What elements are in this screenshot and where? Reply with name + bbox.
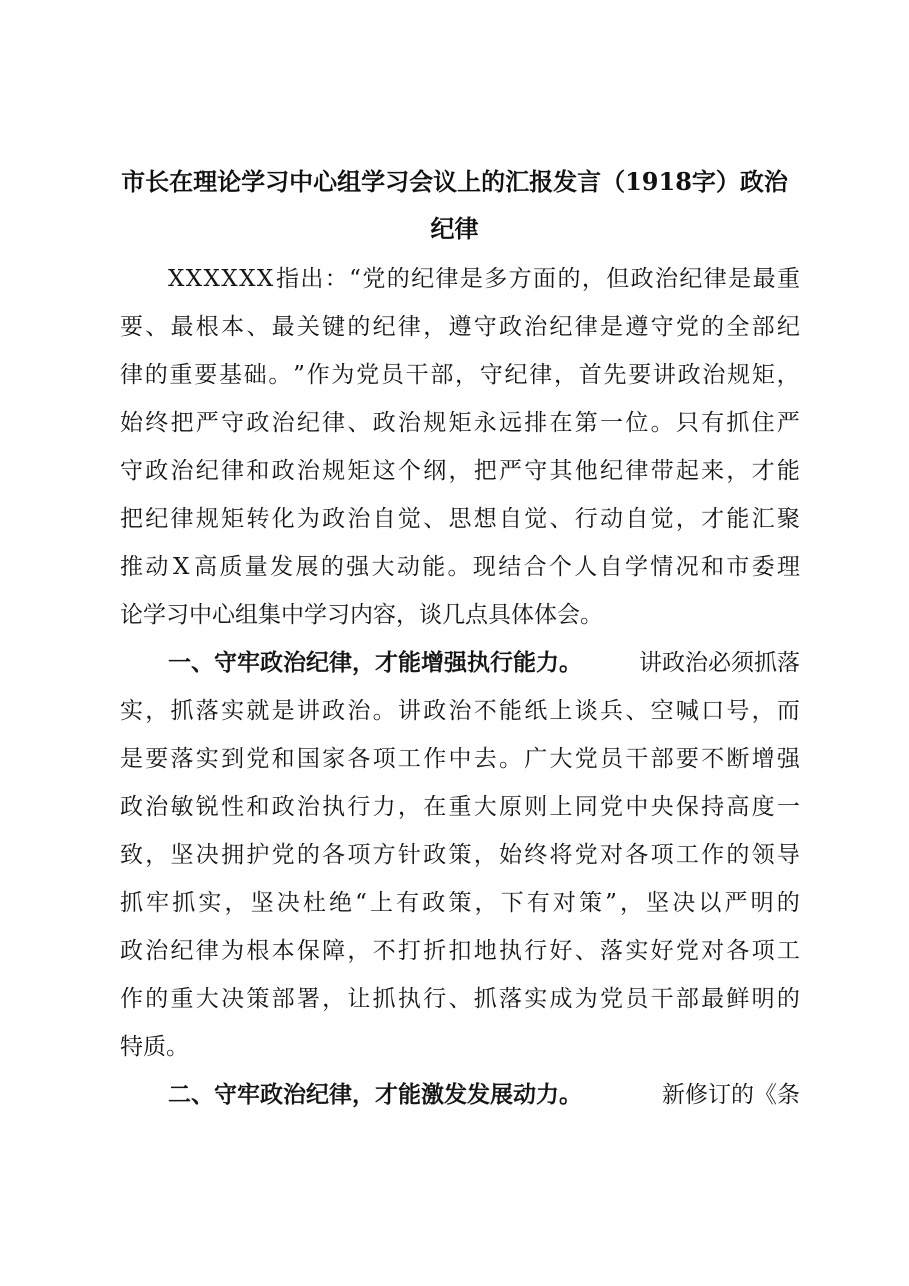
paragraph-2-line-8: 作 的 重 大 决 策 部 署 ， 让 抓 执 行 、 抓 落 实 成 为 党 员 干 部 最 鲜 明 的 [120,986,800,1012]
paragraph-1-line-4: 始 终 把 严 守 政 治 纪 律 、 政 治 规 矩 永 远 排 在 第 一 位 。 只 有 抓 住 严 [120,410,800,436]
paragraph-2-line-7: 政 治 纪 律 为 根 本 保 障 ， 不 打 折 扣 地 执 行 好 、 落 实 好 党 对 各 项 工 [120,938,800,964]
paragraph-2-line-3: 是 要 落 实 到 党 和 国 家 各 项 工 作 中 去 。 广 大 党 员 干 部 要 不 断 增 强 [120,746,800,772]
paragraph-2-line-5: 致 ， 坚 决 拥 护 党 的 各 项 方 针 政 策 ， 始 终 将 党 对 各 项 工 作 的 领 导 [120,842,800,868]
paragraph-2-line-1 [168,647,800,679]
paragraph-2-line-2: 实 ， 抓 落 实 就 是 讲 政 治 。 讲 政 治 不 能 纸 上 谈 兵 、 空 喊 口 号 ， 而 [120,698,800,724]
paragraph-3-line-1 [168,1079,800,1111]
paragraph-1-line-6: 把 纪 律 规 矩 转 化 为 政 治 自 觉 、 思 想 自 觉 、 行 动 自 觉 ， 才 能 汇 聚 [120,506,800,532]
paragraph-1-line-1: X X X X X X 指 出 ： “ 党 的 纪 律 是 多 方 面 的 ， 但 政 治 纪 律 是 最 重 [168,266,800,292]
paragraph-2-line-1-text: 讲政治必须抓落 [639,650,800,676]
paragraph-1-line-2: 要 、 最 根 本 、 最 关 键 的 纪 律 ， 遵 守 政 治 纪 律 是 遵 守 党 的 全 部 纪 [120,314,800,340]
document-title-line-2: 纪律 [430,214,479,243]
paragraph-1-line-3: 律 的 重 要 基 础 。 ” 作 为 党 员 干 部 ， 守 纪 律 ， 首 先 要 讲 政 治 规 矩 ， [120,362,800,388]
paragraph-2-line-6: 抓 牢 抓 实 ， 坚 决 杜 绝 “ 上 有 政 策 ， 下 有 对 策 ” ， 坚 决 以 严 明 的 [120,890,800,916]
paragraph-1-line-8: 论学习中心组集中学习内容，谈几点具体体会。 [120,602,603,628]
section-heading-2: 二、守牢政治纪律，才能激发发展动力。 [168,1082,582,1108]
document-title-line-1: 市长在理论学习中心组学习会议上的汇报发言（1918字）政治 [121,167,788,196]
paragraph-2-line-4: 政 治 敏 锐 性 和 政 治 执 行 力 ， 在 重 大 原 则 上 同 党 中 央 保 持 高 度 一 [120,794,800,820]
paragraph-2-line-9: 特质。 [120,1034,189,1060]
paragraph-3-line-1-text: 新修订的《条 [662,1082,800,1108]
paragraph-1-line-7: 推 动 X 高 质 量 发 展 的 强 大 动 能 。 现 结 合 个 人 自 学 情 况 和 市 委 理 [120,554,800,580]
section-heading-1: 一、守牢政治纪律，才能增强执行能力。 [168,650,582,676]
paragraph-1-line-5: 守 政 治 纪 律 和 政 治 规 矩 这 个 纲 ， 把 严 守 其 他 纪 律 带 起 来 ， 才 能 [120,458,800,484]
